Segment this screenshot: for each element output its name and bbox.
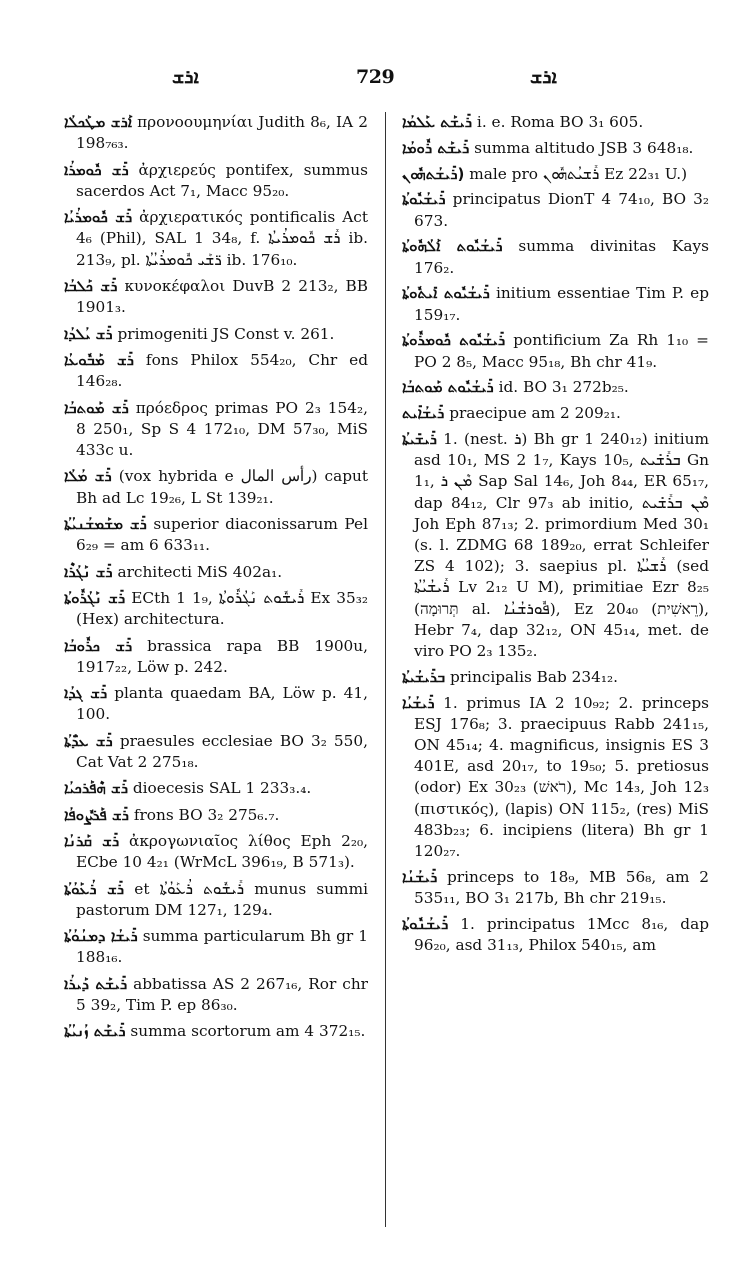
syriac-headword: ܪܺܝܫܳܐ ܕܡܢܳܘܳܬܳܐ: [64, 927, 138, 946]
dictionary-entry: [402, 283, 709, 325]
syriac-headword: ܪܺܫ ܡܳܠܳܐ: [64, 467, 112, 486]
dictionary-entry: [64, 466, 368, 508]
dictionary-entry: [64, 350, 368, 392]
entry-definition: 1. primus IA 2 10₉₂; 2. princeps ESJ 176₈; 3. praecipuus Rabb 241₁₅, ON 45₁₄; 4. magnificus, insignis ES 3 401E, asd 20₁₇, to 19₅₀; 5. pretiosus (odor) Ex 30₂₃ (רֹאשׁ), Mc 14₃, Joh 12₃ (πιστικός), (lapis) ON 115₂, (res) MiS 483b₂₃; 6. incipiens (litera) Bh gr 1 120₂₇.: [414, 693, 709, 861]
dictionary-entry: [64, 398, 368, 462]
entry-definition: summa particularum Bh gr 1 188₁₆.: [76, 927, 369, 967]
dictionary-entry: [64, 683, 368, 725]
entry-definition: architecti MiS 402a₁.: [117, 562, 283, 581]
syriac-headword: ܪܺܝܫܳܢܳܐ: [402, 867, 438, 886]
dictionary-entry: [64, 588, 368, 630]
entry-definition: (vox hybrida e رأس المال) caput Bh ad Lc 19₂₆, L St 139₂₁.: [76, 467, 368, 507]
entry-definition: abbatissa AS 2 267₁₆, Ror chr 5 39₂, Tim P. ep 86₃₀.: [76, 974, 368, 1015]
syriac-headword: ܪܺܫ ܢܰܓܳܪܶܐ: [64, 562, 113, 581]
syriac-headword: ܪܺܫ ܡܫܰܡܫܳܢܝܳܬܳܐ: [64, 514, 147, 533]
entry-definition: et ܪܺܝܫܽܘܬ ܪܳܥܰܘܳܬܳܐ munus summi pastorum DM 127₁, 129₄.: [76, 879, 368, 919]
dictionary-entry: [64, 1021, 368, 1042]
entry-definition: principalis Bab 234₁₂.: [449, 667, 619, 686]
dictionary-entry: [402, 377, 709, 398]
entry-definition: princeps to 18₉, MB 56₈, am 2 535₁₁, BO 3₁ 217b, Bh chr 219₁₅.: [414, 867, 709, 908]
entry-definition: 1. (nest. ܪ) Bh gr 1 240₁₂) initium asd 10₁, MS 2 1₇, Kays 10₅, ܒܪܺܫܺܝܬ Gn 1₁, ܡܶܢ ܪ Sap Sal 14₆, Joh 8₄₄, ER 65₁₇, dap 84₁₂, Clr 97₃ ab initio, ܡܶܢ ܒܪܺܫܺܝܬ Joh Eph 87₁₃; 2. primordium Med 30₁ (s. l. ZDMG 68 189₂₀, errat Schleifer ZS 4 102); 3. saepius pl. ܪܺܫܝܳܬܳܐ (sed ܪܺܝܫܳܝܳܬܳܐ Lv 2₁₂ U M), primitiae Ezr 8₂₅ (תְּרוּמָה al. ܦܽܘܪܫܳܢܳܐ), Ez 20₄₀ (רֵאשִׁית), Hebr 7₄, dap 32₁₂, ON 45₁₄, met. de viro PO 2₃ 135₂.: [414, 429, 710, 661]
syriac-headword: ܪܺܫ ܡܰܘܬܒܳܐ: [64, 398, 129, 417]
right-running-head: ܐܪܫ: [530, 66, 557, 88]
entry-definition: κυνοκέφαλοι DuvB 2 213₂, BB 1901₃.: [76, 276, 368, 317]
entry-definition: προνοουμηνίαι Judith 8₆, IA 2 198₇₆₃.: [76, 113, 368, 153]
entry-definition: ἀκρογωνιαῖος λίθος Eph 2₂₀, ECbe 10 4₂₁ (WrMcL 396₁₉, B 571₃).: [76, 832, 368, 872]
entry-definition: ἀρχιερατικός pontificalis Act 4₆ (Phil), SAL 1 34₈, f. ܪܺܫ ܟܽܘܡܪܳܝܬܳܐ ib. 213₉, pl. ܪ̈ܫܰܝ ܟܽܘܡܪܳܝܳܬܳܐ ib. 176₁₀.: [76, 208, 368, 269]
dictionary-entry: [402, 693, 709, 863]
dictionary-entry: [402, 138, 709, 159]
dictionary-entry: [64, 636, 368, 678]
syriac-headword: ܪܺܫ ܢܰܓܳܪܽܘܬܳܐ: [64, 588, 126, 607]
syriac-headword: ܪܺܝܫܳܝܽܘܬ ܐܺܝܬܽܘܬܳܐ: [402, 284, 490, 303]
syriac-headword: ܪܺܫ ܝܳܠܕܳܐ: [64, 324, 113, 343]
syriac-headword: ܪܺܝܫܳܝܽܘܬܳܐ: [402, 190, 446, 209]
left-column: [64, 112, 368, 1048]
dictionary-entry: [64, 974, 368, 1016]
entry-definition: primogeniti JS Const v. 261.: [117, 324, 335, 343]
entry-definition: male pro ܪܺܫܝܳܬܗܽܘܢ Ez 22₃₁ U.): [469, 164, 688, 183]
page-number: 729: [356, 66, 395, 88]
dictionary-entry: [64, 562, 368, 583]
dictionary-entry: [402, 330, 709, 372]
dictionary-entry: [64, 207, 368, 271]
dictionary-entry: [64, 324, 368, 345]
dictionary-entry: [64, 778, 368, 799]
syriac-headword: ܪܺܫ ܪܳܥܰܘܳܬܳܐ: [64, 879, 125, 898]
entry-definition: summa divinitas Kays 176₂.: [414, 237, 709, 277]
syriac-headword: ܪܺܫ ܥܕ̈ܳܬܳܐ: [64, 731, 113, 750]
syriac-headword: ܪܺܝܫܳܝܽܘܬ ܐܰܠܳܗܽܘܬܳܐ: [402, 237, 503, 256]
dictionary-entry: [402, 112, 709, 133]
syriac-headword: ܪܺܝܫܰܬ ܙܳܢܝܳܬܳܐ: [64, 1022, 126, 1041]
syriac-headword: ܪܺܝܫܰܬ ܥܰܠܡܳܐ: [402, 113, 473, 131]
entry-definition: 1. principatus 1Mcc 8₁₆, dap 96₂₀, asd 31₁₃, Philox 540₁₅, am: [414, 914, 709, 955]
dictionary-entry: [64, 276, 368, 318]
syriac-headword: ܪܺܫ ܗܶܦܰܪܟܝܳܐ: [64, 779, 128, 798]
column-divider: [385, 112, 386, 1227]
entry-definition: i. e. Roma BO 3₁ 605.: [476, 113, 644, 131]
dictionary-entry: [64, 112, 368, 154]
dictionary-entry: [402, 429, 709, 662]
dictionary-entry: [64, 731, 368, 773]
syriac-headword: ܪܺܝܫܰܬ ܕܰܝܪܳܐ: [64, 974, 128, 993]
page-header: [0, 66, 750, 96]
syriac-headword: ܪܺܝܫܺܝܬܳܐ: [402, 429, 437, 448]
entry-definition: initium essentiae Tim P. ep 159₁₇.: [414, 284, 709, 324]
entry-definition: praesules ecclesiae BO 3₂ 550, Cat Vat 2 275₁₈.: [76, 731, 368, 771]
syriac-headword: ܪܺܝܫܳܐܺܝܬ: [402, 404, 445, 423]
dictionary-entry: [402, 667, 709, 688]
syriac-headword: ܪܺܝܫܳܝܽܘܬ ܟܽܘܡܪܽܘܬܳܐ: [402, 331, 506, 350]
syriac-headword: ܪܺܫ ܟܰܠܒܳܐ: [64, 276, 118, 295]
syriac-headword: ܪܺܝܫܰܬ ܪܽܘܡܳܐ: [402, 138, 470, 157]
entry-definition: id. BO 3₁ 272b₂₅.: [498, 378, 629, 397]
dictionary-entry: [64, 831, 368, 873]
syriac-headword: ܐܰܪܫ ܡܛܰܟܠܳܐ: [64, 113, 132, 131]
entry-definition: pontificium Za Rh 1₁₀ = PO 2 8₅, Macc 95₁₈, Bh chr 41₉.: [414, 331, 709, 371]
entry-definition: summa scortorum am 4 372₁₅.: [130, 1022, 366, 1041]
dictionary-entry: [402, 189, 709, 231]
entry-definition: ἀρχιερεύς pontifex, summus sacerdos Act 7₁, Macc 95₂₀.: [76, 160, 368, 200]
entry-definition: brassica rapa BB 1900u, 1917₂₂, Löw p. 242.: [76, 636, 368, 676]
entry-definition: fons Philox 554₂₀, Chr ed 146₂₈.: [76, 350, 368, 391]
dictionary-entry: [402, 236, 709, 278]
syriac-headword: ܪܺܫ ܦܰܪܨܽܘܦܳܐ: [64, 805, 129, 824]
syriac-headword: (ܪܺܝܫܳܬܗܽܘܢ: [402, 164, 465, 183]
right-column: [402, 112, 709, 961]
dictionary-entry: [402, 867, 709, 909]
syriac-headword: ܪܺܫ ܡܰܒܽܘܥܳܐ: [64, 350, 134, 369]
syriac-headword: ܪܺܫ ܩܰܪܢܳܐ: [64, 832, 120, 851]
left-running-head: ܐܪܫ: [172, 66, 199, 88]
syriac-headword: ܒܪܺܝܫܳܝܬܳܐ: [402, 667, 446, 686]
dictionary-entry: [402, 403, 709, 424]
dictionary-entry: [64, 160, 368, 202]
syriac-headword: ܪܺܝܫܳܝܽܘܬ ܡܰܘܬܒܳܐ: [402, 378, 494, 397]
entry-definition: frons BO 3₂ 275₆.₇.: [133, 805, 280, 824]
entry-definition: praecipue am 2 209₂₁.: [449, 404, 621, 423]
syriac-headword: ܪܺܫ ܓܕܳܐ: [64, 684, 108, 703]
dictionary-entry: [64, 879, 368, 921]
dictionary-entry: [402, 164, 709, 185]
syriac-headword: ܪܺܝܫܳܝܳܐ: [402, 693, 435, 712]
dictionary-entry: [64, 514, 368, 556]
dictionary-entry: [402, 914, 709, 956]
entry-definition: dioecesis SAL 1 233₃.₄.: [132, 779, 312, 798]
entry-definition: πρόεδρος primas PO 2₃ 154₂, 8 250₁, Sp S 4 172₁₀, DM 57₃₀, MiS 433c u.: [76, 398, 368, 459]
syriac-headword: ܪܺܫ ܟܪܽܘܒܳܐ: [64, 636, 133, 655]
entry-definition: summa altitudo JSB 3 648₁₈.: [474, 138, 694, 157]
dictionary-entry: [64, 805, 368, 826]
dictionary-entry: [64, 926, 368, 968]
entry-definition: superior diaconissarum Pel 6₂₉ = am 6 633₁₁.: [76, 514, 368, 555]
entry-definition: principatus DionT 4 74₁₀, BO 3₂ 673.: [414, 190, 709, 230]
syriac-headword: ܪܺܝܫܳܢܽܘܬܳܐ: [402, 914, 449, 933]
syriac-headword: ܪܺܫ ܟܽܘܡܪܳܐ: [64, 160, 129, 179]
entry-definition: ECth 1 1₉, ܪܺܝܫܽܘܬ ܢܰܓܳܪܽܘܬܳܐ Ex 35₃₂ (Hex) architectura.: [76, 588, 368, 629]
syriac-headword: ܪܺܫ ܟܽܘܡܪܳܝܳܐ: [64, 208, 133, 227]
entry-definition: planta quaedam BA, Löw p. 41, 100.: [76, 684, 369, 724]
